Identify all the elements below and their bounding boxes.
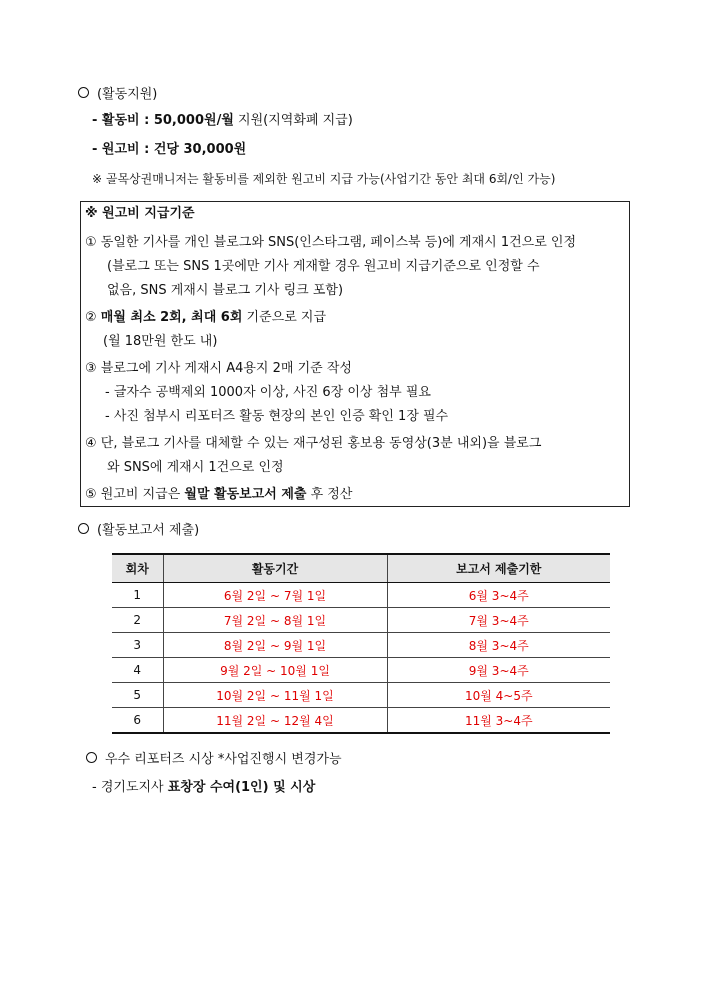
criteria-item-3: ③ 블로그에 기사 게재시 A4용지 2매 기준 작성: [85, 361, 352, 376]
deadline-cell: 10월 4~5주: [387, 683, 610, 708]
criteria-item-3-line-3: - 사진 첨부시 리포터즈 활동 현장의 본인 인증 확인 1장 필수: [105, 409, 449, 424]
criteria-item-2-line-2: (월 18만원 한도 내): [103, 334, 218, 349]
criteria-title: ※ 원고비 지급기준: [85, 206, 195, 221]
criteria-box: [80, 201, 630, 507]
support-note: ※ 골목상권매니저는 활동비를 제외한 원고비 지급 가능(사업기간 동안 최대 6회/인 가능): [92, 172, 556, 186]
award-line: - 경기도지사 표창장 수여(1인) 및 시상: [92, 780, 316, 795]
criteria-item-1-line-2: (블로그 또는 SNS 1곳에만 기사 게재할 경우 원고비 지급기준으로 인정할 수: [107, 259, 540, 274]
round-cell: 1: [112, 583, 163, 608]
period-cell: 9월 2일 ~ 10월 1일: [163, 658, 387, 683]
criteria-item-2: ② 매월 최소 2회, 최대 6회 기준으로 지급: [85, 310, 327, 325]
period-cell: 8월 2일 ~ 9월 1일: [163, 633, 387, 658]
award-heading: 우수 리포터즈 시상 *사업진행시 변경가능: [86, 751, 342, 769]
criteria-item-4: ④ 단, 블로그 기사를 대체할 수 있는 재구성된 홍보용 동영상(3분 내외)을 블로그: [85, 436, 542, 451]
period-cell: 11월 2일 ~ 12월 4일: [163, 708, 387, 734]
support-heading: (활동지원): [78, 86, 157, 104]
circle-bullet-icon: [86, 752, 97, 763]
table-header-row: [112, 554, 610, 583]
table-row: [112, 683, 610, 708]
deadline-cell: 11월 3~4주: [387, 708, 610, 734]
deadline-cell: 6월 3~4주: [387, 583, 610, 608]
deadline-cell: 8월 3~4주: [387, 633, 610, 658]
report-heading: (활동보고서 제출): [78, 522, 199, 540]
column-header-round: 회차: [112, 554, 163, 583]
deadline-cell: 7월 3~4주: [387, 608, 610, 633]
period-cell: 7월 2일 ~ 8월 1일: [163, 608, 387, 633]
column-header-period: 활동기간: [163, 554, 387, 583]
table-row: [112, 658, 610, 683]
round-cell: 3: [112, 633, 163, 658]
round-cell: 4: [112, 658, 163, 683]
period-cell: 6월 2일 ~ 7월 1일: [163, 583, 387, 608]
column-header-deadline: 보고서 제출기한: [387, 554, 610, 583]
table-row: [112, 708, 610, 734]
activity-fee-line: - 활동비 : 50,000원/월 지원(지역화폐 지급): [92, 113, 353, 128]
table-row: [112, 583, 610, 608]
circle-bullet-icon: [78, 523, 89, 534]
table-row: [112, 608, 610, 633]
circle-bullet-icon: [78, 87, 89, 98]
criteria-item-1-line-3: 없음, SNS 게재시 블로그 기사 링크 포함): [107, 283, 344, 298]
deadline-cell: 9월 3~4주: [387, 658, 610, 683]
manuscript-fee-line: - 원고비 : 건당 30,000원: [92, 142, 247, 157]
criteria-item-1: ① 동일한 기사를 개인 블로그와 SNS(인스타그램, 페이스북 등)에 게재시 1건으로 인정: [85, 235, 577, 250]
round-cell: 6: [112, 708, 163, 734]
criteria-item-3-line-2: - 글자수 공백제외 1000자 이상, 사진 6장 이상 첨부 필요: [105, 385, 431, 400]
table-row: [112, 633, 610, 658]
round-cell: 5: [112, 683, 163, 708]
round-cell: 2: [112, 608, 163, 633]
criteria-item-4-line-2: 와 SNS에 게재시 1건으로 인정: [107, 460, 284, 475]
period-cell: 10월 2일 ~ 11월 1일: [163, 683, 387, 708]
report-schedule-table: [112, 553, 610, 734]
criteria-item-5: ⑤ 원고비 지급은 월말 활동보고서 제출 후 정산: [85, 487, 353, 502]
